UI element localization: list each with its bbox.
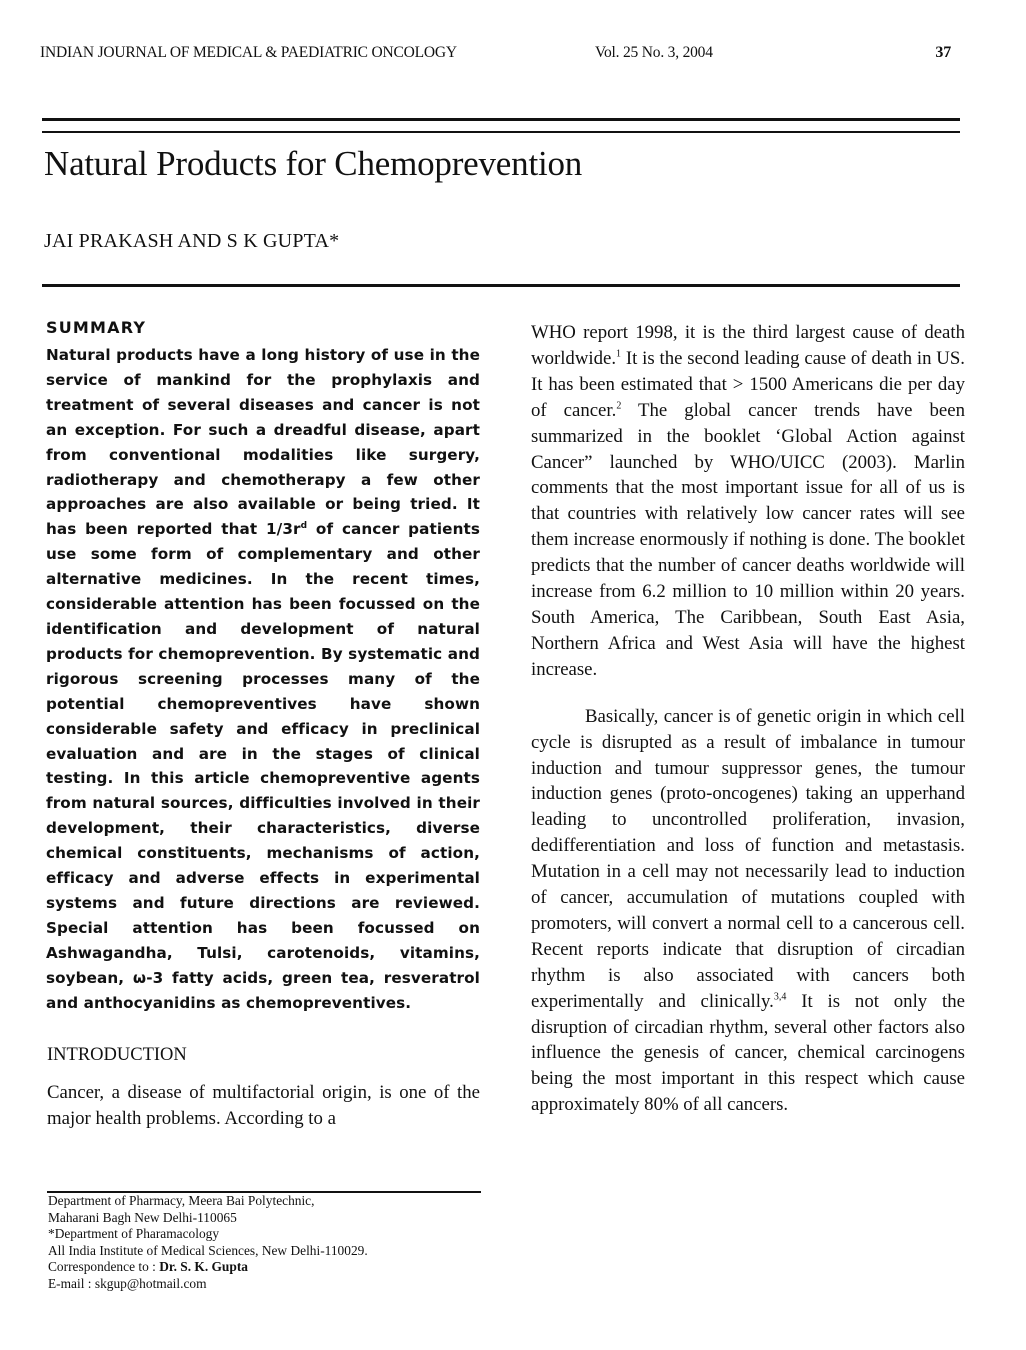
header-rule-top [42,118,960,121]
introduction-paragraph-continued: WHO report 1998, it is the third largest cause of death worldwide.$^1$ It is the second leading cause of death in US. It has been estimated that > 1500 Americans die per day of cancer.$^2$ The global cancer trends have been summarized in the booklet ‘Global Action against Cancer” launched by WHO/UICC (2003). Marlin comments that the most important issue for all of us is that countries with relatively low cancer rates will see them increase enormously if nothing is done. The booklet predicts that the number of cancer deaths worldwide will increase from 6.2 million to 10 million within 20 years. South America, The Caribbean, South East Asia, Northern Africa and West Asia will have the highest increase. [531,322,965,680]
journal-name: INDIAN JOURNAL OF MEDICAL & PAEDIATRIC ONCOLOGY [40,44,457,61]
volume-issue: Vol. 25 No. 3, 2004 [595,44,713,61]
affiliation-line: Department of Pharmacy, Meera Bai Polytechnic, [48,1193,315,1208]
affiliation-line: All India Institute of Medical Sciences, New Delhi-110029. [48,1242,368,1258]
introduction-paragraph-start: Cancer, a disease of multifactorial origin, is one of the major health problems. According to a [47,1082,480,1130]
authors-rule [42,284,960,287]
introduction-heading: INTRODUCTION [47,1045,187,1066]
introduction-section [46,1044,480,1132]
summary-section [46,318,480,1015]
affiliation-footnote [48,1193,488,1292]
citation-ref: 2 [616,400,622,412]
article-authors: JAI PRAKASH AND S K GUPTA* [44,230,340,252]
citation-ref: 3,4 [773,991,787,1003]
affiliation-line: Maharani Bagh New Delhi-110065 [48,1209,237,1225]
header-rule-bottom [42,131,960,133]
correspondence-name: Dr. S. K. Gupta [159,1259,248,1274]
citation-ref: 1 [616,348,622,360]
running-header [40,44,955,66]
summary-text: Natural products have a long history of use in the service of mankind for the prophylaxis and treatment of several diseases and cancer is not an exception. For such a dreadful disease, apart from conventional modalities like surgery, radiotherapy and chemotherapy a few other approaches are also available or being tried. It has been reported that $1/3r^d$ of cancer patients use some form of complementary and other alternative medicines. In the recent times, considerable attention has been focussed on the identification and development of natural products for chemoprevention. By systematic and rigorous screening processes many of the potential chemopreventives have shown considerable safety and efficacy in preclinical evaluation and are in the stages of clinical testing. In this article chemopreventive agents from natural sources, difficulties involved in their development, their characteristics, diverse chemical constituents, mechanisms of action, efficacy and adverse effects in experimental systems and future directions are reviewed. Special attention has been focussed on Ashwagandha, Tulsi, carotenoids, vitamins, soybean, ω-3 fatty acids, green tea, resveratrol and anthocyanidins as chemopreventives. [46,346,480,1012]
affiliation-line: *Department of Pharamacology [48,1226,220,1241]
article-title: Natural Products for Chemoprevention [44,144,583,183]
page-number: 37 [935,44,951,61]
left-column [46,318,480,1132]
email-address[interactable]: skgup@hotmail.com [94,1275,207,1291]
email-line: E-mail : skgup@hotmail.com [48,1275,207,1291]
correspondence-line: Correspondence to : Dr. S. K. Gupta [48,1259,248,1274]
introduction-paragraph-2: Basically, cancer is of genetic origin in which cell cycle is disrupted as a result of imbalance in tumour induction and tumour suppressor genes, the tumour induction genes (proto-oncogenes) taking an upperhand leading to uncontrolled proliferation, invasion, dedifferentiation and loss of function and metastasis. Mutation in a cell may not necessarily lead to induction of cancer, accumulation of mutations coupled with promoters, will convert a normal cell to a cancerous cell. Recent reports indicate that disruption of circadian rhythm is also associated with cancers both experimentally and clinically.$^{3,4}$ It is not only the disruption of circadian rhythm, several other factors also influence the genesis of cancer, chemical carcinogens being the most important in this respect which cause approximately 80% of all cancers. [531,705,965,1116]
right-column [531,320,965,1118]
summary-heading: SUMMARY [46,318,147,337]
